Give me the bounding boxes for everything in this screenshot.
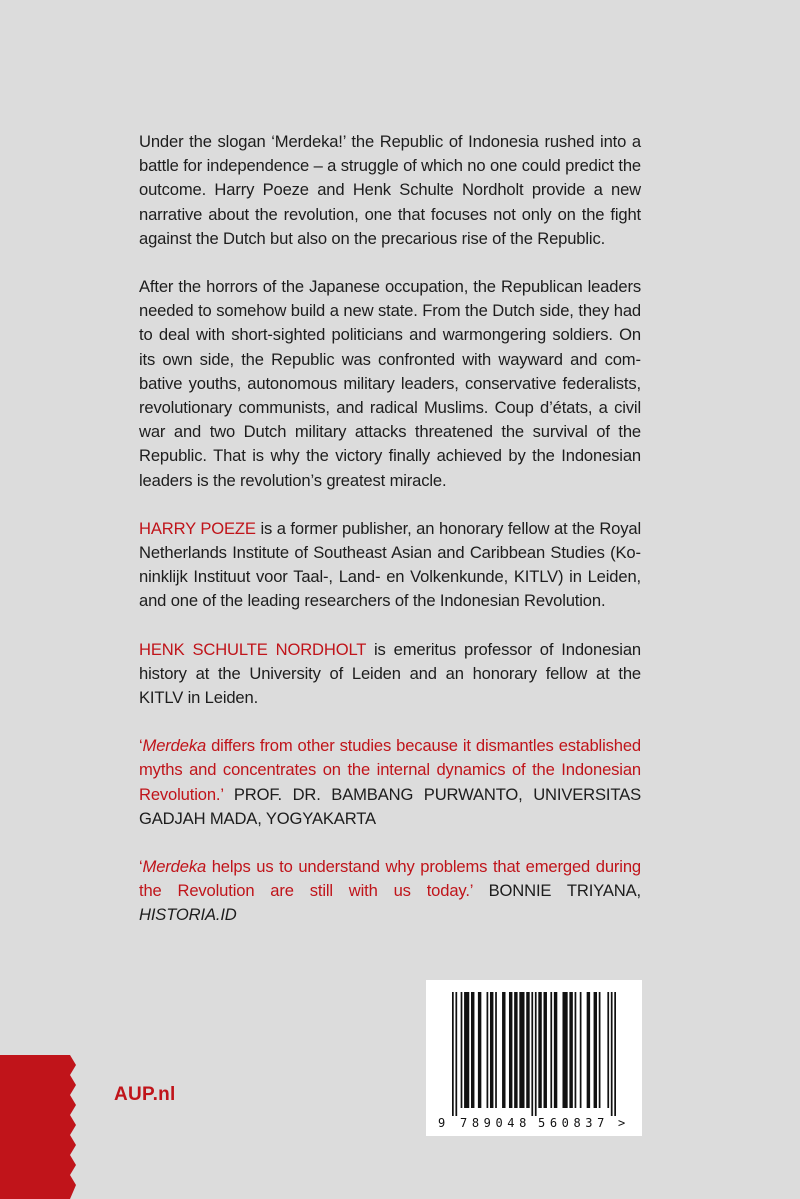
barcode-graphic — [426, 980, 642, 1136]
quote-2-source-italic: HISTORIA.ID — [139, 905, 237, 925]
isbn-barcode — [426, 980, 642, 1136]
torn-edge-shape — [0, 1055, 80, 1199]
barcode-bar — [580, 992, 582, 1108]
author-bio-1 — [139, 517, 641, 614]
review-quote-1 — [139, 734, 641, 831]
quote-1-title: Merdeka — [142, 736, 207, 756]
barcode-bar — [538, 992, 541, 1108]
barcode-bar — [478, 992, 481, 1108]
barcode-bar — [495, 992, 497, 1108]
quote-1-source: PROF. DR. BAMBANG PURWANTO, UNIVERSITAS GADJAH MADA, YOGYAKARTA — [139, 784, 641, 828]
barcode-bar — [502, 992, 505, 1108]
barcode-bar — [554, 992, 557, 1108]
barcode-bar — [452, 992, 454, 1116]
barcode-left-digits: 789048 — [460, 1116, 531, 1130]
barcode-bar — [594, 992, 597, 1108]
barcode-bar — [587, 992, 590, 1108]
blurb-paragraph-2: After the horrors of the Japanese occupation, the Republican leaders needed to somehow build a new state. From the Dutch side, they had to deal with short-sighted politicians and warmongering soldiers. On its own side, the Republic was confronted with wayward and combative youths, autonomous military leaders, conservative federalists, revolutionary communists, and radical Muslims. Coup d’états, a civil war and two Dutch military attacks threatened the survival of the Republic. That is why the victory finally achieved by the Indonesian leaders is the revolution’s greatest miracle. — [139, 277, 641, 490]
author-bio-text-2: is emeritus professor of Indonesian history at the University of Leiden and an honorary fellow at the KITLV in Leiden. — [139, 639, 642, 708]
back-cover-text — [139, 130, 641, 928]
barcode-bar — [461, 992, 463, 1108]
quote-2-body: helps us to understand why problems that emerged during the Revolution are still with us today.’ — [139, 857, 641, 901]
barcode-bar — [550, 992, 552, 1108]
author-name-2: HENK SCHULTE NORDHOLT — [139, 639, 366, 659]
author-name-1: HARRY POEZE — [139, 518, 256, 538]
publisher-url[interactable]: AUP.nl — [114, 1084, 176, 1105]
barcode-bar — [455, 992, 457, 1116]
quote-1-open-mark: ‘ — [139, 736, 143, 756]
barcode-bar — [519, 992, 524, 1108]
barcode-bar — [509, 992, 512, 1108]
barcode-bar — [464, 992, 469, 1108]
barcode-bar — [535, 992, 537, 1116]
barcode-bar — [614, 992, 616, 1116]
barcode-bar — [562, 992, 567, 1108]
barcode-bar — [611, 992, 613, 1116]
barcode-first-digit: 9 — [438, 1116, 446, 1130]
barcode-bar — [490, 992, 493, 1108]
author-bio-text-1: is a former publisher, an honorary fellow at the Royal Netherlands Institute of Southeast Asian and Caribbean Studies (Koninklijk Instituut voor Taal-, Land- en Volkenkunde, KITLV) in Leiden, and one of the leading researchers of the Indonesian Revolution. — [139, 518, 641, 611]
barcode-bar — [471, 992, 474, 1108]
barcode-arrow: > — [618, 1116, 626, 1130]
barcode-bar — [599, 992, 601, 1108]
barcode-bar — [531, 992, 533, 1116]
quote-2-title: Merdeka — [142, 857, 207, 877]
publisher-logo-mark — [0, 1055, 70, 1199]
barcode-bars — [452, 992, 616, 1116]
barcode-bar — [526, 992, 529, 1108]
barcode-bar — [575, 992, 577, 1108]
barcode-bar — [487, 992, 489, 1108]
blurb-paragraph-1: Under the slogan ‘Merdeka!’ the Republic of Indonesia rushed into a battle for independence – a struggle of which no one could predict the outcome. Harry Poeze and Henk Schulte Nordholt provide a new narrative about the revolution, one that focuses not only on the fight against the Dutch but also on the precarious rise of the Republic. — [139, 132, 641, 248]
quote-2-open-mark: ‘ — [139, 857, 143, 877]
barcode-bar — [543, 992, 546, 1108]
barcode-bar — [569, 992, 572, 1108]
quote-1-body: differs from other studies because it dismantles established myths and concentrates on the internal dynamics of the Indonesian Revolution.’ — [139, 736, 641, 804]
review-quote-2 — [139, 855, 641, 928]
barcode-right-digits: 560837 — [538, 1116, 609, 1130]
barcode-bar — [514, 992, 517, 1108]
author-bio-2 — [139, 638, 641, 711]
barcode-bar — [607, 992, 609, 1108]
quote-2-source: BONNIE TRIYANA, — [472, 881, 642, 901]
